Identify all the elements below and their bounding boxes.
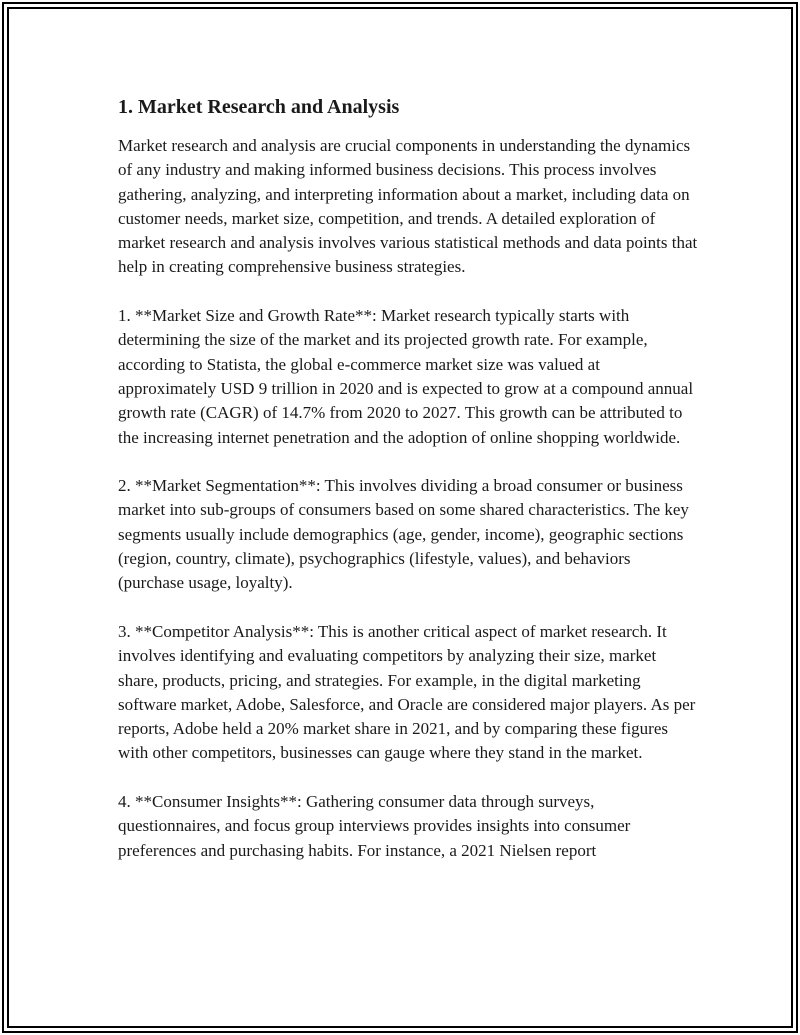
intro-paragraph: Market research and analysis are crucial components in understanding the dynamics of any industry and making informed business decisions. This process involves gathering, analyzing, and interpreting information about a market, including data on customer needs, market size, competition, and trends. A detailed exploration of market research and analysis involves various statistical methods and data points that help in creating comprehensive business strategies. bbox=[118, 136, 698, 277]
section-heading: 1. Market Research and Analysis bbox=[118, 96, 400, 118]
market-size-paragraph: 1. **Market Size and Growth Rate**: Market research typically starts with determining the size of the market and its projected growth rate. For example, according to Statista, the global e-commerce market size was valued at approximately USD 9 trillion in 2020 and is expected to grow at a compound annual growth rate (CAGR) of 14.7% from 2020 to 2027. This growth can be attributed to the increasing internet penetration and the adoption of online shopping worldwide. bbox=[118, 306, 694, 447]
consumer-insights-paragraph: 4. **Consumer Insights**: Gathering consumer data through surveys, questionnaires, and focus group interviews provides insights into consumer preferences and purchasing habits. For instance, a 2021 Nielsen report bbox=[118, 792, 631, 860]
market-segmentation-paragraph: 2. **Market Segmentation**: This involves dividing a broad consumer or business market into sub-groups of consumers based on some shared characteristics. The key segments usually include demographics (age, gender, income), geographic sections (region, country, climate), psychographics (lifestyle, values), and behaviors (purchase usage, loyalty). bbox=[118, 476, 689, 593]
competitor-analysis-paragraph: 3. **Competitor Analysis**: This is another critical aspect of market research. It involves identifying and evaluating competitors by analyzing their size, market share, products, pricing, and strategies. For example, in the digital marketing software market, Adobe, Salesforce, and Oracle are considered major players. As per reports, Adobe held a 20% market share in 2021, and by comparing these figures with other competitors, businesses can gauge where they stand in the market. bbox=[118, 621, 696, 763]
document-body bbox=[118, 94, 698, 887]
